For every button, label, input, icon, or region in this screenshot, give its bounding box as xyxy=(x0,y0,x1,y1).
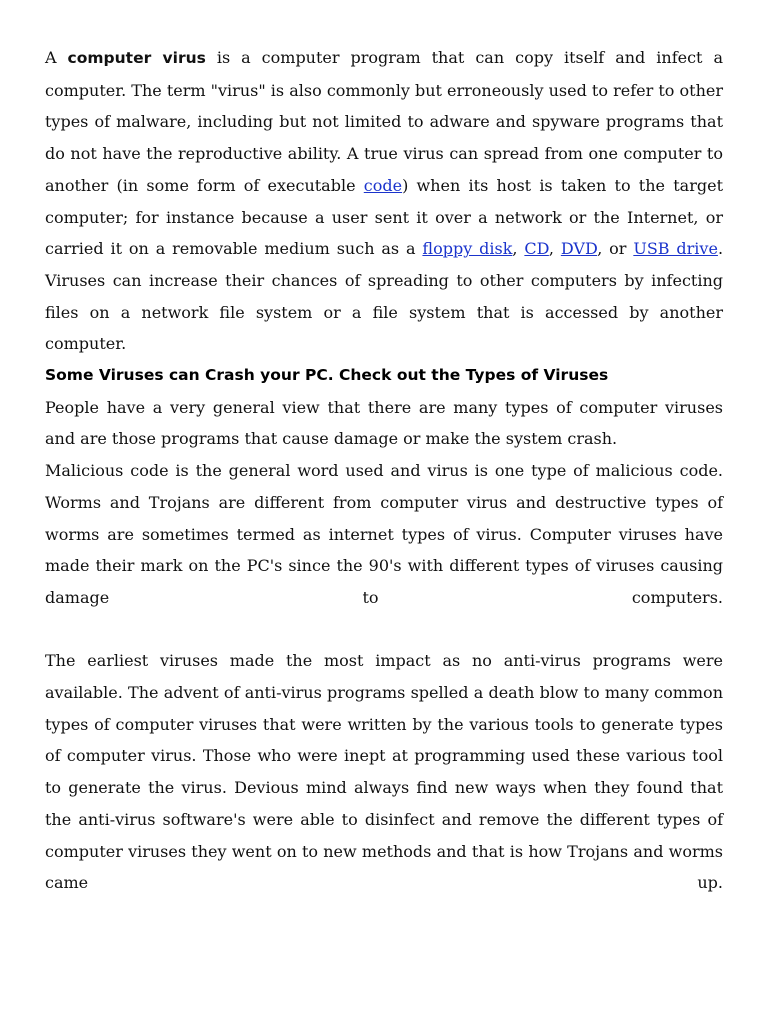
intro-text-1: is a computer program that can copy itself and infect a computer. The term "virus" is also commonly but erroneously used to refer to other types of malware, including but not limited to adware and spyware programs that do not have the reproductive ability. A true virus can spread from one computer to another (in some form of executable xyxy=(45,48,724,195)
separator-3: , or xyxy=(597,239,634,259)
intro-lead: A xyxy=(45,48,68,67)
link-cd[interactable]: CD xyxy=(524,239,549,259)
intro-paragraph xyxy=(45,42,723,360)
earliest-viruses-paragraph: The earliest viruses made the most impact as no anti-virus programs were available. The advent of anti-virus programs spelled a death blow to many common types of computer viruses that were written by the various tools to generate types of computer virus. Those who were inept at programming used these various tool to generate the virus. Devious mind always find new ways when they found that the anti-virus software's were able to disinfect and remove the different types of computer viruses they went on to new methods and that is how Trojans and worms came up. xyxy=(45,651,723,893)
link-dvd[interactable]: DVD xyxy=(560,239,598,259)
intro-text-2: ) when its host is taken to the target computer; for instance because a user sent it over a network or the Internet, or carried it on a removable medium such as a xyxy=(45,175,723,259)
malicious-code-paragraph: Malicious code is the general word used and virus is one type of malicious code. Worms and Trojans are different from computer virus and destructive types of worms are sometimes termed as internet types of virus. Computer viruses have made their mark on the PC's since the 90's with different types of viruses causing damage to computers. xyxy=(45,461,723,607)
section-heading: Some Viruses can Crash your PC. Check out the Types of Viruses xyxy=(45,366,609,385)
link-code[interactable]: code xyxy=(363,175,403,195)
separator-2: , xyxy=(548,239,561,259)
term-computer-virus: computer virus xyxy=(67,49,206,67)
intro-text-3: . Viruses can increase their chances of spreading to other computers by infecting files on a network file system or a file system that is accessed by another computer. xyxy=(45,239,724,354)
general-view-paragraph: People have a very general view that there are many types of computer viruses and are those programs that cause damage or make the system crash. xyxy=(45,397,723,449)
link-usb-drive[interactable]: USB drive xyxy=(633,239,718,259)
link-floppy-disk[interactable]: floppy disk xyxy=(422,239,513,259)
blank-line xyxy=(45,614,723,646)
separator-1: , xyxy=(512,239,525,259)
